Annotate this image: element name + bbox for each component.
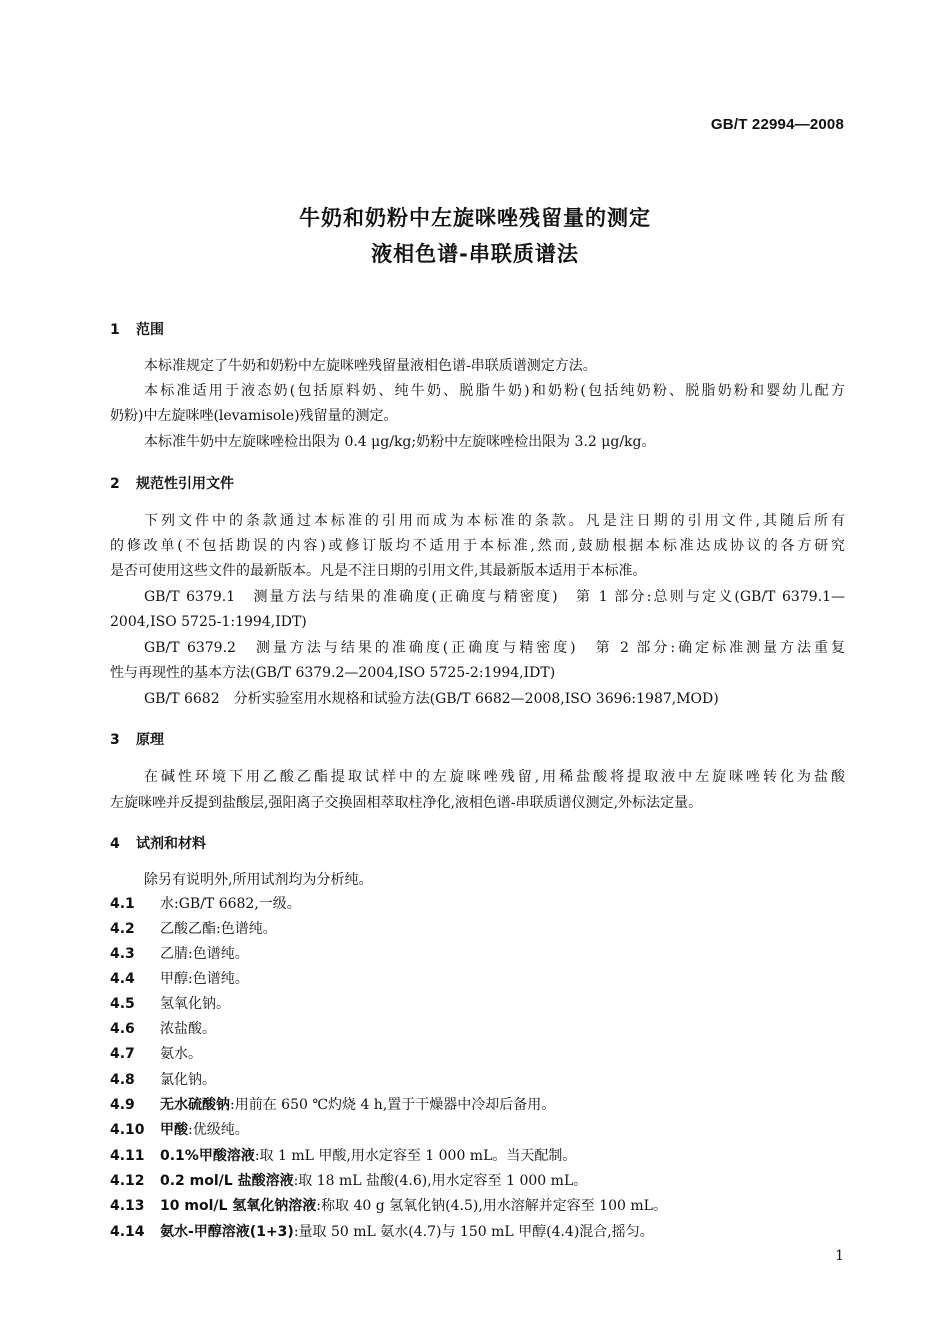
title-line-2: 液相色谱-串联质谱法 xyxy=(371,242,579,266)
page-number: 1 xyxy=(835,1248,844,1264)
reagent-item: 4.1 水:GB/T 6682,一级。 xyxy=(110,896,301,912)
reagent-item: 4.10 甲酸:优级纯。 xyxy=(110,1122,249,1138)
s2-ref-2a: GB/T 6379.2 测量方法与结果的准确度(正确度与精密度) 第 2 部分:确定标准测量方法重复 xyxy=(144,640,845,656)
title-line-1: 牛奶和奶粉中左旋咪唑残留量的测定 xyxy=(299,206,651,230)
reagent-item: 4.9 无水硫酸钠:用前在 650 ℃灼烧 4 h,置于干燥器中冷却后备用。 xyxy=(110,1097,556,1113)
s2-line-2: 的修改单(不包括勘误的内容)或修订版均不适用于本标准,然而,鼓励根据本标准达成协议的各方研究 xyxy=(110,538,845,554)
s2-ref-3: GB/T 6682 分析实验室用水规格和试验方法(GB/T 6682—2008,ISO 3696:1987,MOD) xyxy=(144,691,719,707)
section-number: 3 xyxy=(110,732,120,748)
section-title: 规范性引用文件 xyxy=(136,476,234,492)
s1-line-2: 本标准适用于液态奶(包括原料奶、纯牛奶、脱脂牛奶)和奶粉(包括纯奶粉、脱脂奶粉和婴幼儿配方 xyxy=(144,383,845,399)
s2-ref-2b: 性与再现性的基本方法(GB/T 6379.2—2004,ISO 5725-2:1994,IDT) xyxy=(110,665,556,681)
reagent-item: 4.7 氨水。 xyxy=(110,1046,202,1062)
section-1-heading xyxy=(110,319,164,339)
section-2-heading xyxy=(110,473,234,493)
reagent-item: 4.8 氯化钠。 xyxy=(110,1072,216,1088)
reagent-item: 4.6 浓盐酸。 xyxy=(110,1021,216,1037)
s2-line-1: 下列文件中的条款通过本标准的引用而成为本标准的条款。凡是注日期的引用文件,其随后所有 xyxy=(144,513,845,529)
section-number: 4 xyxy=(110,836,120,852)
s2-ref-1b: 2004,ISO 5725-1:1994,IDT) xyxy=(110,614,307,630)
s1-line-3: 奶粉)中左旋咪唑(levamisole)残留量的测定。 xyxy=(110,408,398,424)
reagent-item: 4.11 0.1%甲酸溶液:取 1 mL 甲酸,用水定容至 1 000 mL。当天配制。 xyxy=(110,1148,577,1164)
section-title: 试剂和材料 xyxy=(136,836,206,852)
section-title: 原理 xyxy=(136,732,164,748)
standard-code: GB/T 22994—2008 xyxy=(710,116,844,133)
section-title: 范围 xyxy=(136,322,164,338)
reagent-item: 4.5 氢氧化钠。 xyxy=(110,996,230,1012)
reagent-item: 4.4 甲醇:色谱纯。 xyxy=(110,971,249,987)
s3-line-1: 在碱性环境下用乙酸乙酯提取试样中的左旋咪唑残留,用稀盐酸将提取液中左旋咪唑转化为盐酸 xyxy=(144,769,845,785)
reagent-item: 4.12 0.2 mol/L 盐酸溶液:取 18 mL 盐酸(4.6),用水定容至 1 000 mL。 xyxy=(110,1173,588,1189)
section-4-heading xyxy=(110,833,206,853)
reagent-item: 4.13 10 mol/L 氢氧化钠溶液:称取 40 g 氢氧化钠(4.5),用水溶解并定容至 100 mL。 xyxy=(110,1198,667,1214)
s4-intro: 除另有说明外,所用试剂均为分析纯。 xyxy=(144,872,373,888)
s2-line-3: 是否可使用这些文件的最新版本。凡是不注日期的引用文件,其最新版本适用于本标准。 xyxy=(110,563,647,579)
s1-line-1: 本标准规定了牛奶和奶粉中左旋咪唑残留量液相色谱-串联质谱测定方法。 xyxy=(144,358,597,374)
reagent-item: 4.14 氨水-甲醇溶液(1+3):量取 50 mL 氨水(4.7)与 150 mL 甲醇(4.4)混合,摇匀。 xyxy=(110,1224,654,1240)
section-number: 1 xyxy=(110,322,120,338)
reagent-item: 4.2 乙酸乙酯:色谱纯。 xyxy=(110,921,277,937)
section-3-heading xyxy=(110,729,164,749)
s1-line-4: 本标准牛奶中左旋咪唑检出限为 0.4 μg/kg;奶粉中左旋咪唑检出限为 3.2 μg/kg。 xyxy=(144,434,656,450)
s2-ref-1a: GB/T 6379.1 测量方法与结果的准确度(正确度与精密度) 第 1 部分:总则与定义(GB/T 6379.1— xyxy=(144,589,845,605)
section-number: 2 xyxy=(110,476,120,492)
reagent-item: 4.3 乙腈:色谱纯。 xyxy=(110,946,249,962)
s3-line-2: 左旋咪唑并反提到盐酸层,强阳离子交换固相萃取柱净化,液相色谱-串联质谱仪测定,外标法定量。 xyxy=(110,795,703,811)
